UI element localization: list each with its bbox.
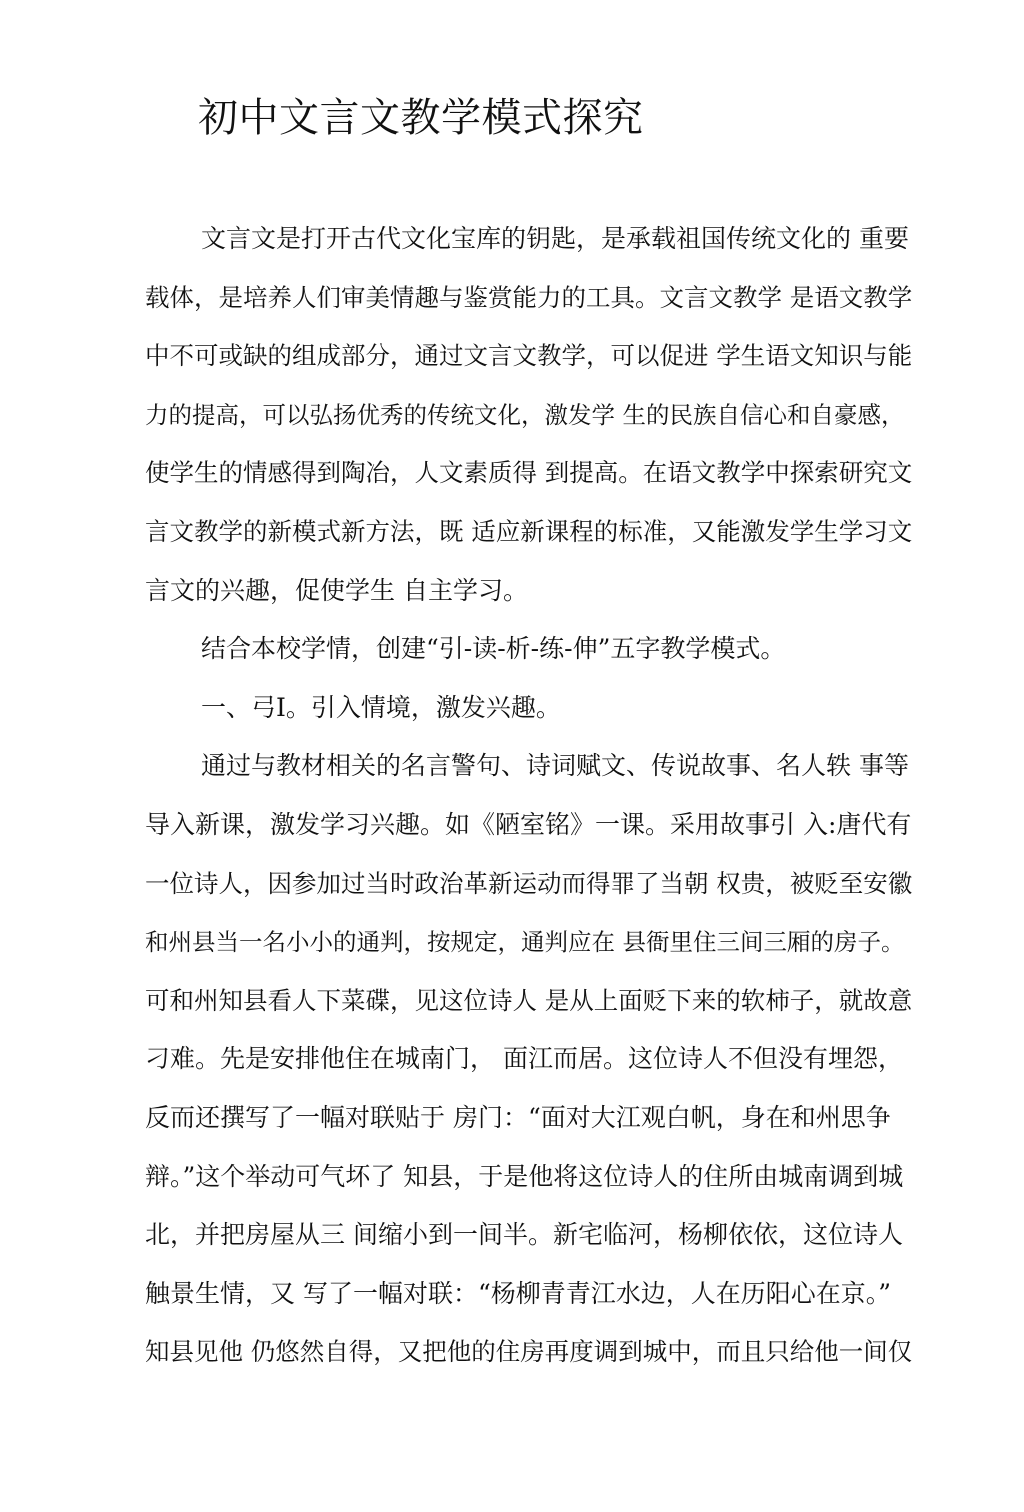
text-line (145, 737, 915, 796)
text-line (145, 327, 915, 386)
text-line (145, 913, 915, 972)
text-line-content: 一位诗人，因参加过当时政治革新运动而得罪了当朝 权贵，被贬至安徽 (145, 868, 913, 898)
text-line (145, 562, 915, 621)
document-body (145, 210, 915, 1382)
text-line-content: 载体，是培养人们审美情趣与鉴赏能力的工具。文言文教学 是语文教学 (145, 282, 913, 312)
text-line-content: 中不可或缺的组成部分，通过文言文教学，可以促进 学生语文知识与能 (145, 341, 913, 371)
text-line (145, 1148, 915, 1207)
text-line (145, 269, 915, 328)
text-line (145, 1265, 915, 1324)
text-line (145, 210, 915, 269)
text-line-content: 力的提高，可以弘扬优秀的传统文化，激发学 生的民族自信心和自豪感， (145, 400, 905, 429)
text-line (145, 1030, 915, 1089)
text-line (145, 1089, 915, 1148)
section-heading-text: 一、弓I。引入情境，激发兴趣。 (201, 692, 561, 722)
text-line-content: 北，并把房屋从三 间缩小到一间半。新宅临河，杨柳依依，这位诗人 (145, 1220, 903, 1250)
text-line (145, 796, 915, 855)
document-title: 初中文言文教学模式探究 (198, 95, 644, 141)
section-heading (145, 679, 915, 738)
text-line-content: 言文教学的新模式新方法，既 适应新课程的标准，又能激发学生学习文 (145, 516, 913, 546)
text-line-content: 言文的兴趣，促使学生 自主学习。 (145, 575, 528, 605)
text-line-content: 通过与教材相关的名言警句、诗词赋文、传说故事、名人轶 事等 (201, 751, 909, 781)
text-line-content: 可和州知县看人下菜碟，见这位诗人 是从上面贬下来的软柿子，就故意 (145, 985, 913, 1015)
text-line (145, 855, 915, 914)
text-line-content: 和州县当一名小小的通判，按规定，通判应在 县衙里住三间三厢的房子。 (145, 928, 905, 957)
text-line (145, 1323, 915, 1382)
text-line (145, 386, 915, 445)
text-line-content: 辩。”这个举动可气坏了 知县，于是他将这位诗人的住所由城南调到城 (145, 1161, 904, 1191)
text-line-content: 结合本校学情，创建“引-读-析-练-伸”五字教学模式。 (201, 634, 786, 664)
text-line-content: 触景生情，又 写了一幅对联：“杨柳青青江水边，人在历阳心在京。” (145, 1278, 892, 1308)
text-line-content: 导入新课，激发学习兴趣。如《陋室铭》一课。采用故事引 入:唐代有 (145, 809, 912, 839)
text-line (145, 444, 915, 503)
text-line-content: 反而还撰写了一幅对联贴于 房门：“面对大江观白帆，身在和州思争 (145, 1102, 891, 1132)
text-line (145, 620, 915, 679)
text-line (145, 972, 915, 1031)
text-line (145, 1206, 915, 1265)
text-line-content: 使学生的情感得到陶冶，人文素质得 到提高。在语文教学中探索研究文 (145, 458, 913, 488)
text-line-content: 刁难。先是安排他住在城南门， 面江而居。这位诗人不但没有埋怨， (145, 1044, 903, 1074)
text-line-content: 知县见他 仍悠然自得，又把他的住房再度调到城中，而且只给他一间仅 (145, 1337, 913, 1367)
text-line (145, 503, 915, 562)
text-line-content: 文言文是打开古代文化宝库的钥匙，是承载祖国传统文化的 重要 (201, 224, 909, 253)
